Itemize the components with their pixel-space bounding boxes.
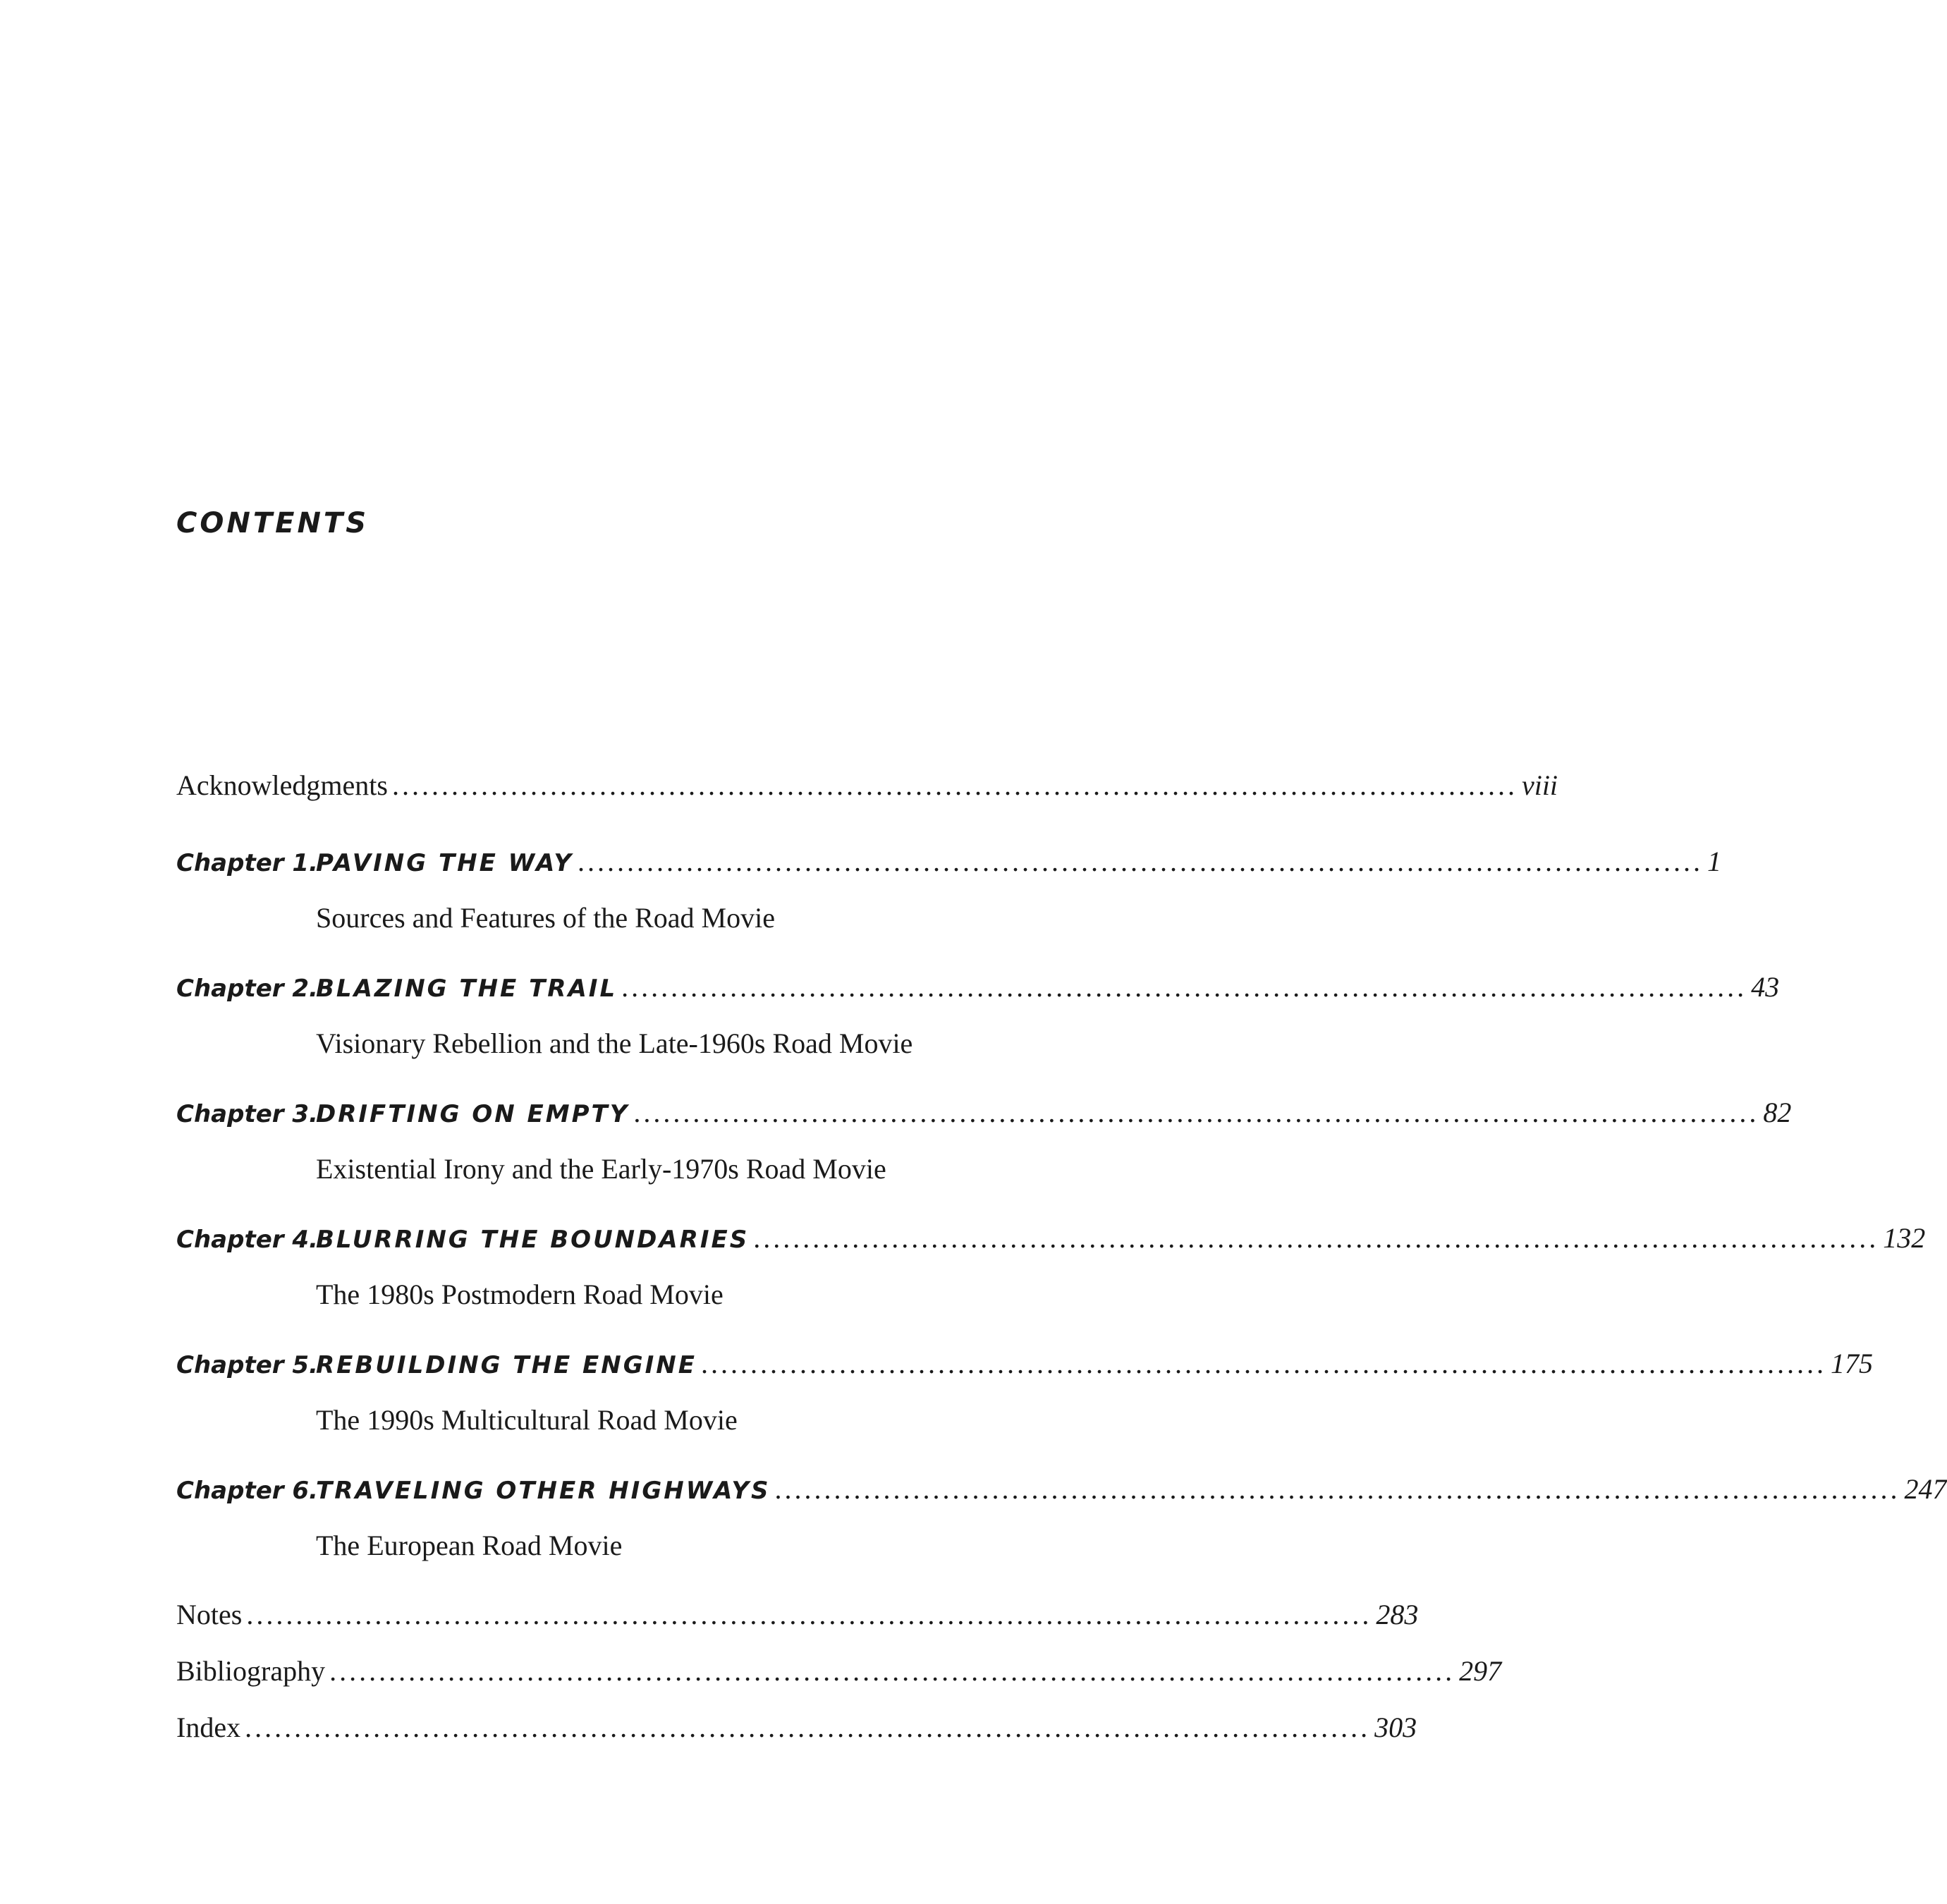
chapter-label: Chapter 5.: [176, 1351, 318, 1379]
dot-leader: ..................................................................................................................: [700, 1348, 1826, 1379]
chapter-title: BLURRING THE BOUNDARIES: [316, 1226, 750, 1254]
chapter-subtitle-row: [176, 1152, 1107, 1193]
toc-entry-chapter-1[interactable]: [176, 845, 1721, 901]
chapter-title: DRIFTING ON EMPTY: [316, 1100, 630, 1128]
dot-leader: ..................................................................................................................: [774, 1473, 1900, 1505]
toc-entry-title: Bibliography: [176, 1655, 326, 1687]
chapter-title: BLAZING THE TRAIL: [316, 975, 618, 1003]
toc-page-number: 303: [1374, 1711, 1417, 1743]
toc-entry-chapter-6[interactable]: [176, 1472, 1947, 1529]
chapter-title: PAVING THE WAY: [316, 849, 573, 877]
toc-entry-notes[interactable]: [176, 1598, 1419, 1654]
toc-page-number: 247: [1904, 1473, 1947, 1505]
chapter-label: Chapter 6.: [176, 1477, 318, 1505]
toc-page-number: 175: [1830, 1348, 1873, 1379]
table-of-contents: [176, 769, 1947, 1767]
toc-entry-index[interactable]: [176, 1711, 1417, 1767]
toc-entry-chapter-3[interactable]: [176, 1096, 1792, 1152]
page-title: CONTENTS: [176, 507, 370, 539]
chapter-subtitle-row: [176, 1529, 1107, 1570]
chapter-label: Chapter 1.: [176, 849, 318, 877]
dot-leader: ..................................................................................................................: [329, 1655, 1455, 1687]
chapter-label: Chapter 2.: [176, 975, 318, 1003]
toc-entry-chapter-4[interactable]: [176, 1221, 1926, 1278]
chapter-subtitle: Visionary Rebellion and the Late-1960s Road Movie: [316, 1027, 913, 1059]
dot-leader: ..................................................................................................................: [621, 971, 1747, 1003]
chapter-subtitle: The 1980s Postmodern Road Movie: [316, 1279, 724, 1310]
chapter-subtitle: The 1990s Multicultural Road Movie: [316, 1404, 738, 1436]
dot-leader: ..................................................................................................................: [753, 1222, 1879, 1254]
toc-page-number: viii: [1521, 769, 1558, 801]
toc-page-number: 82: [1763, 1097, 1792, 1128]
chapter-title: TRAVELING OTHER HIGHWAYS: [316, 1477, 771, 1505]
toc-entry-chapter-2[interactable]: [176, 970, 1780, 1027]
dot-leader: ..................................................................................................................: [246, 1599, 1372, 1630]
toc-entry-bibliography[interactable]: [176, 1654, 1502, 1711]
dot-leader: ..................................................................................................................: [633, 1097, 1759, 1128]
toc-entry-title: Acknowledgments: [176, 769, 388, 801]
dot-leader: ..................................................................................................................: [245, 1711, 1371, 1743]
chapter-subtitle-row: [176, 1027, 1107, 1068]
toc-page-number: 297: [1459, 1655, 1502, 1687]
toc-page-number: 43: [1751, 971, 1780, 1003]
dot-leader: ..................................................................................................................: [578, 846, 1703, 877]
toc-entry-acknowledgments[interactable]: [176, 769, 1558, 825]
chapter-label: Chapter 3.: [176, 1100, 318, 1128]
chapter-label: Chapter 4.: [176, 1226, 318, 1254]
dot-leader: ..................................................................................................................: [391, 769, 1518, 801]
chapter-subtitle-row: [176, 1278, 1107, 1319]
toc-page-number: 132: [1883, 1222, 1926, 1254]
chapter-subtitle-row: [176, 1403, 1107, 1444]
chapter-title: REBUILDING THE ENGINE: [316, 1351, 697, 1379]
chapter-subtitle: Existential Irony and the Early-1970s Road Movie: [316, 1153, 886, 1185]
toc-page-number: 1: [1707, 846, 1721, 877]
chapter-subtitle: The European Road Movie: [316, 1530, 623, 1561]
toc-entry-title: Notes: [176, 1599, 243, 1630]
chapter-subtitle-row: [176, 901, 1107, 942]
toc-entry-chapter-5[interactable]: [176, 1347, 1873, 1403]
chapter-subtitle: Sources and Features of the Road Movie: [316, 902, 775, 934]
toc-entry-title: Index: [176, 1711, 241, 1743]
toc-page-number: 283: [1376, 1599, 1419, 1630]
